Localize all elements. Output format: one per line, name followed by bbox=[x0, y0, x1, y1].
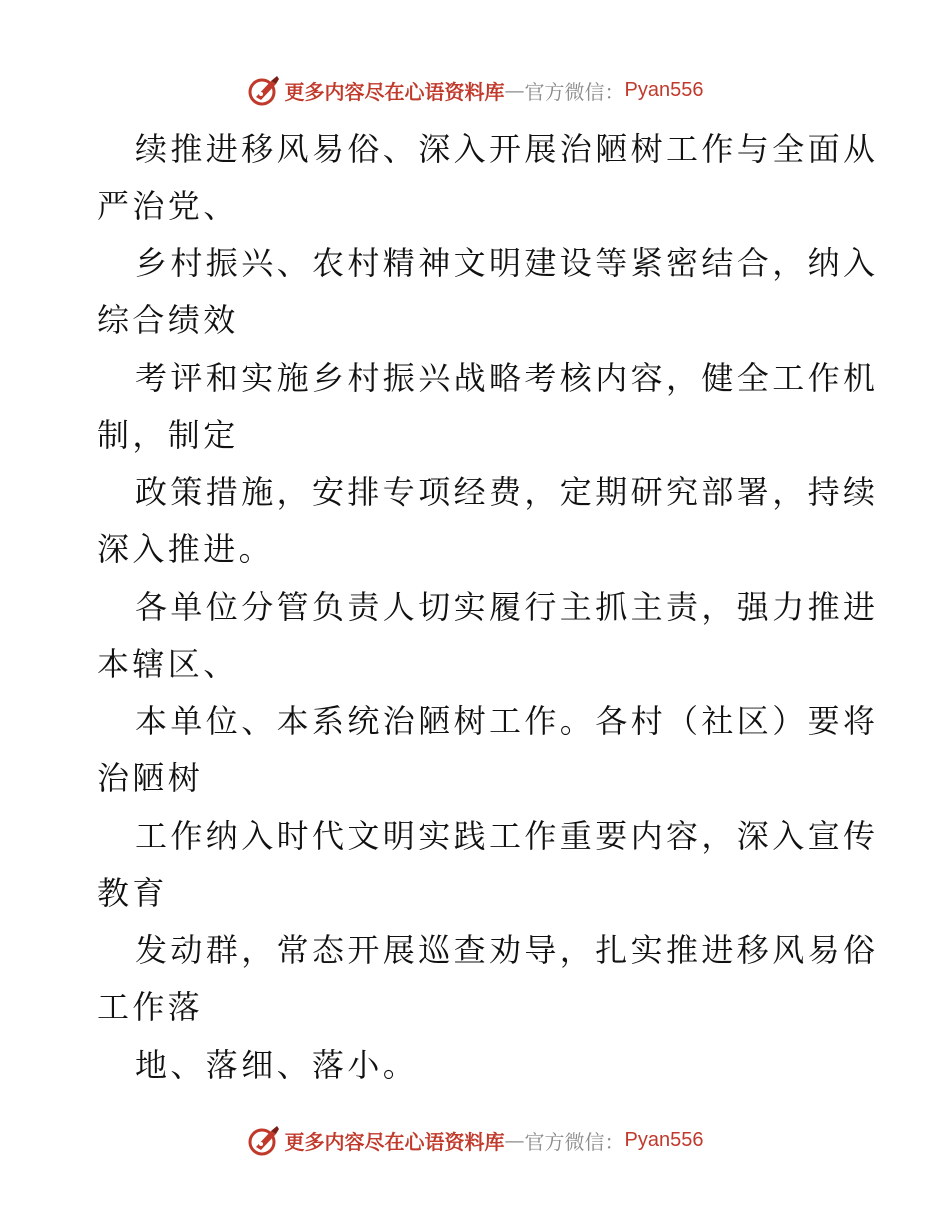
banner-wechat-label: 官方微信： bbox=[524, 1129, 625, 1154]
text-line: 工作落 bbox=[97, 988, 204, 1026]
text-line: 发动群，常态开展巡查劝导，扎实推进移风易俗 bbox=[135, 931, 879, 969]
pen-nib-logo-icon bbox=[247, 73, 281, 107]
text-line: 本单位、本系统治陋树工作。各村（社区）要将 bbox=[135, 702, 879, 740]
footer-banner bbox=[0, 1120, 950, 1160]
text-line: 乡村振兴、农村精神文明建设等紧密结合，纳入 bbox=[135, 244, 879, 282]
text-line: 教育 bbox=[97, 874, 168, 912]
text-line: 综合绩效 bbox=[97, 301, 239, 339]
header-banner bbox=[0, 70, 950, 110]
banner-dash: — bbox=[504, 78, 525, 102]
text-line: 制，制定 bbox=[97, 416, 239, 454]
text-line: 深入推进。 bbox=[97, 530, 275, 568]
banner-dash: — bbox=[504, 1128, 525, 1152]
banner-site-name: 更多内容尽在心语资料库 bbox=[284, 79, 505, 104]
text-line: 续推进移风易俗、深入开展治陋树工作与全面从 bbox=[135, 130, 879, 168]
text-line: 考评和实施乡村振兴战略考核内容，健全工作机 bbox=[135, 359, 879, 397]
banner-site-name: 更多内容尽在心语资料库 bbox=[284, 1129, 505, 1154]
banner-wechat-label: 官方微信： bbox=[524, 79, 625, 104]
text-line: 工作纳入时代文明实践工作重要内容，深入宣传 bbox=[135, 817, 879, 855]
text-line: 地、落细、落小。 bbox=[135, 1046, 419, 1084]
banner-wechat-id: Pyan556 bbox=[624, 1128, 704, 1151]
banner-wechat-id: Pyan556 bbox=[624, 78, 704, 101]
text-line: 本辖区、 bbox=[97, 645, 239, 683]
text-line: 政策措施，安排专项经费，定期研究部署，持续 bbox=[135, 473, 879, 511]
text-line: 治陋树 bbox=[97, 759, 204, 797]
text-line: 严治党、 bbox=[97, 187, 239, 225]
pen-nib-logo-icon bbox=[247, 1123, 281, 1157]
text-line: 各单位分管负责人切实履行主抓主责，强力推进 bbox=[135, 588, 879, 626]
